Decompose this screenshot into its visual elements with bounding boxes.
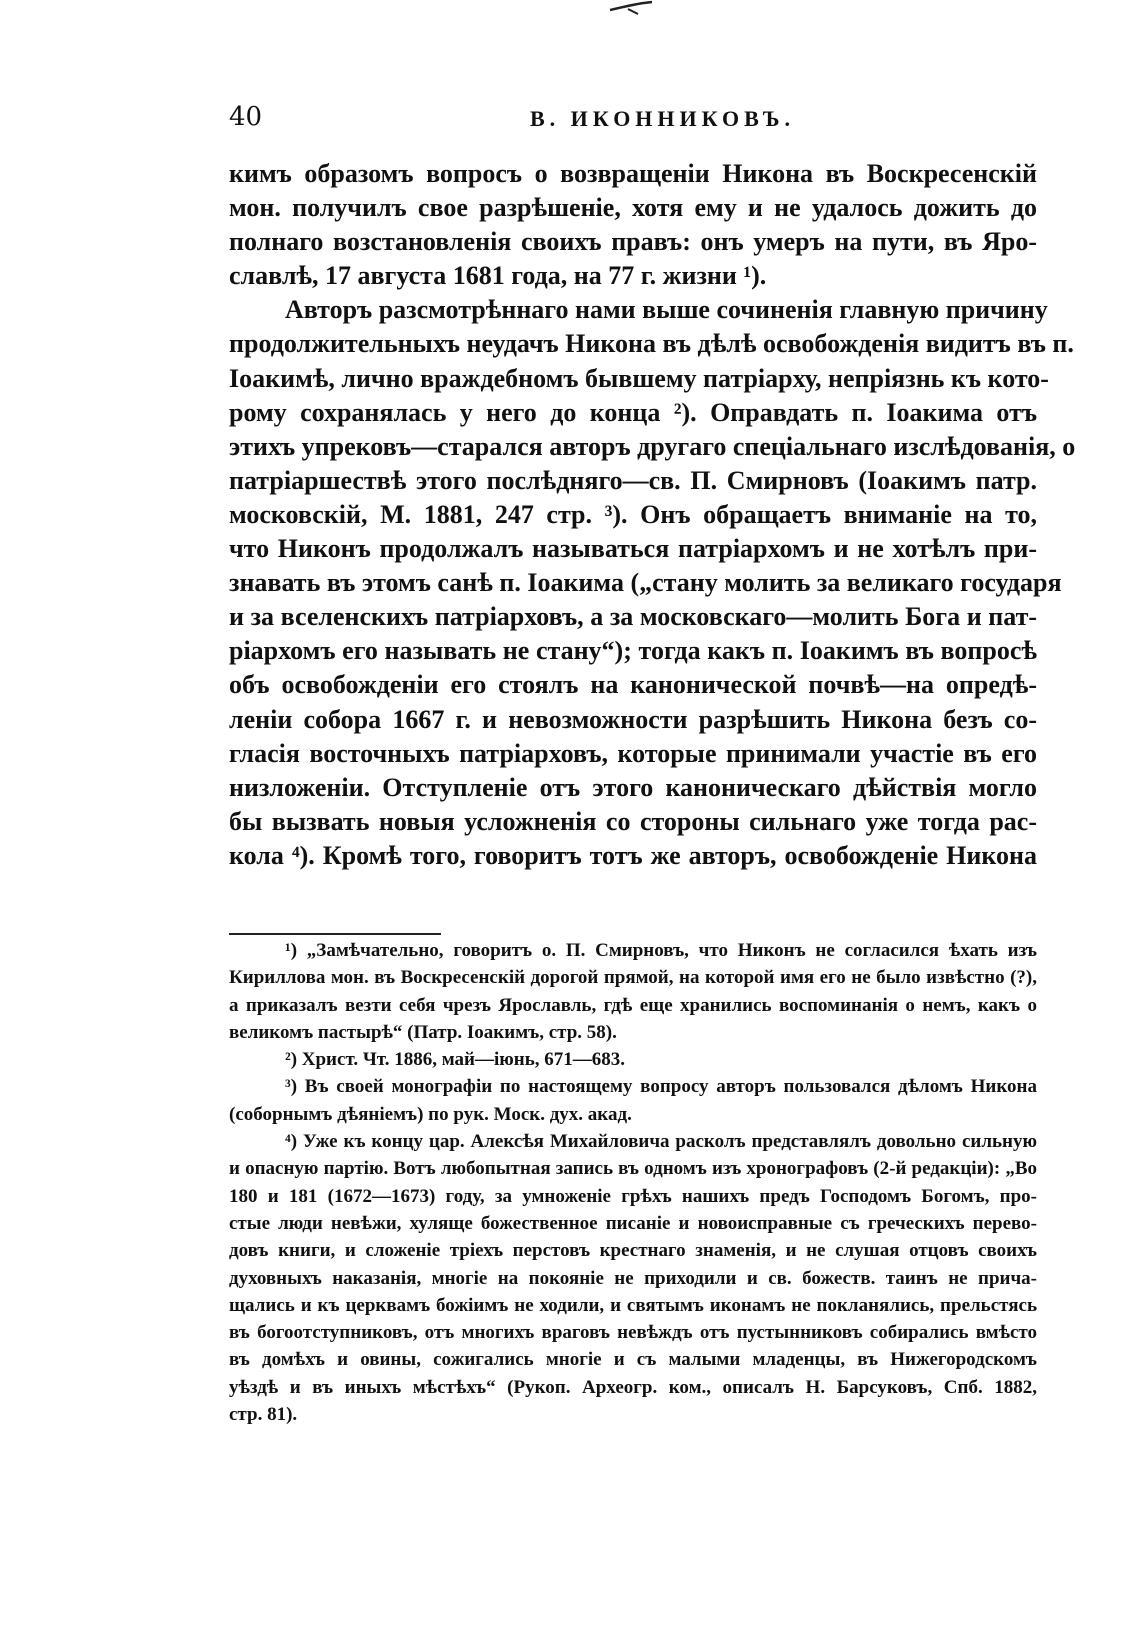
footnote-rule: [229, 933, 441, 935]
text-line: низложеніи. Отступленіе отъ этого каноническаго дѣйствія могло: [229, 772, 1037, 802]
footnote-line: (соборнымъ дѣяніемъ) по рук. Моск. дух. акад.: [229, 1103, 632, 1125]
text-line: объ освобожденіи его стоялъ на канонической почвѣ—на опредѣ-: [229, 670, 1037, 700]
footnote-line: довъ книги, и сложеніе тріехъ перстовъ крестнаго знаменія, и не слушая отцовъ своихъ: [229, 1240, 1037, 1262]
footnote-line: въ богоотступниковъ, отъ многихъ враговъ невѣждъ отъ пустынниковъ собирались вмѣсто: [229, 1322, 1037, 1344]
text-line: кола ⁴). Кромѣ того, говоритъ тотъ же авторъ, освобожденіе Никона: [229, 840, 1037, 870]
footnote-line: ⁴) Уже къ концу цар. Алексѣя Михайловича расколъ представлялъ довольно сильную: [285, 1131, 1037, 1153]
footnote-line: ¹) „Замѣчательно, говоритъ о. П. Смирновъ, что Никонъ не согласился ѣхать изъ: [285, 940, 1037, 961]
footnotes: [229, 937, 1037, 1428]
text-line: что Никонъ продолжалъ называться патріархомъ и не хотѣлъ при-: [229, 534, 1037, 564]
footnote-line: и опасную партію. Вотъ любопытная запись въ одномъ изъ хронографовъ (2-й редакціи): „Во: [229, 1158, 1037, 1180]
footnote-line: а приказалъ везти себя чрезъ Ярославль, гдѣ еще хранились воспоминанія о немъ, какъ о: [229, 994, 1037, 1016]
footnote-line: Кириллова мон. въ Воскресенскій дорогой прямой, на которой имя его не было извѣстно (?),: [229, 967, 1037, 989]
text-line: мон. получилъ свое разрѣшеніе, хотя ему и не удалось дожить до: [229, 193, 1037, 223]
text-line: ріархомъ его называть не стану“); тогда какъ п. Іоакимъ въ вопросѣ: [229, 636, 1037, 666]
footnote-line: стр. 81).: [229, 1404, 298, 1426]
footnote-line: уѣздѣ и въ иныхъ мѣстѣхъ“ (Рукоп. Археогр. ком., описалъ Н. Барсуковъ, Спб. 1882,: [229, 1376, 1037, 1398]
footnote-line: великомъ пастырѣ“ (Патр. Іоакимъ, стр. 58).: [229, 1021, 617, 1043]
text-line: леніи собора 1667 г. и невозможности разрѣшить Никона безъ со-: [229, 704, 1037, 734]
text-line: этихъ упрековъ—старался авторъ другаго спеціальнаго изслѣдованія, о: [229, 431, 1076, 461]
footnote-line: щались и къ церквамъ божіимъ не ходили, и святымъ иконамъ не покланялись, прельстясь: [229, 1294, 1037, 1316]
footnote-line: стые люди невѣжи, хуляще божественное писаніе и новоисправные съ греческихъ перево-: [229, 1212, 1037, 1234]
text-line: бы вызвать новыя усложненія со стороны сильнаго уже тогда рас-: [229, 806, 1037, 836]
footnote-line: ³) Въ своей монографіи по настоящему вопросу авторъ пользовался дѣломъ Никона: [285, 1076, 1037, 1098]
text-line: знавать въ этомъ санѣ п. Іоакима („стану молить за великаго государя: [229, 568, 1062, 598]
page-number: 40: [229, 102, 263, 132]
footnote-line: духовныхъ наказанія, многіе на покояніе не приходили и св. божеств. таинъ не прича-: [229, 1267, 1037, 1289]
text-line: полнаго возстановленія своихъ правъ: онъ умеръ на пути, въ Яро-: [229, 227, 1037, 257]
footnote-line: въ домѣхъ и овины, сожигались многіе и съ малыми младенцы, въ Нижегородскомъ: [229, 1349, 1037, 1371]
text-line: кимъ образомъ вопросъ о возвращеніи Никона въ Воскресенскій: [229, 159, 1037, 188]
running-head: В. ИКОННИКОВЪ.: [530, 106, 795, 131]
text-line: рому сохранялась у него до конца ²). Оправдать п. Іоакима отъ: [229, 397, 1037, 427]
text-line: патріаршествѣ этого послѣдняго—св. П. Смирновъ (Іоакимъ патр.: [229, 465, 1037, 495]
footnote-line: 180 и 181 (1672—1673) году, за умноженіе грѣхъ нашихъ предъ Господомъ Богомъ, про-: [229, 1185, 1037, 1207]
text-line: и за вселенскихъ патріарховъ, а за московскаго—молить Бога и пат-: [229, 602, 1037, 632]
text-line: славлѣ, 17 августа 1681 года, на 77 г. жизни ¹).: [229, 261, 767, 291]
ink-mark-top: [608, 0, 656, 16]
footnote-line: ²) Христ. Чт. 1886, май—іюнь, 671—683.: [285, 1049, 625, 1071]
text-line: гласія восточныхъ патріарховъ, которые принимали участіе въ его: [229, 738, 1037, 768]
main-text: [229, 157, 1076, 873]
text-line: Авторъ разсмотрѣннаго нами выше сочиненія главную причину: [285, 295, 1048, 325]
text-line: московскій, М. 1881, 247 стр. ³). Онъ обращаетъ вниманіе на то,: [229, 499, 1037, 529]
text-line: Іоакимѣ, лично враждебномъ бывшему патріарху, непріязнь къ кото-: [229, 363, 1049, 393]
text-line: продолжительныхъ неудачъ Никона въ дѣлѣ освобожденія видитъ въ п.: [229, 329, 1074, 359]
